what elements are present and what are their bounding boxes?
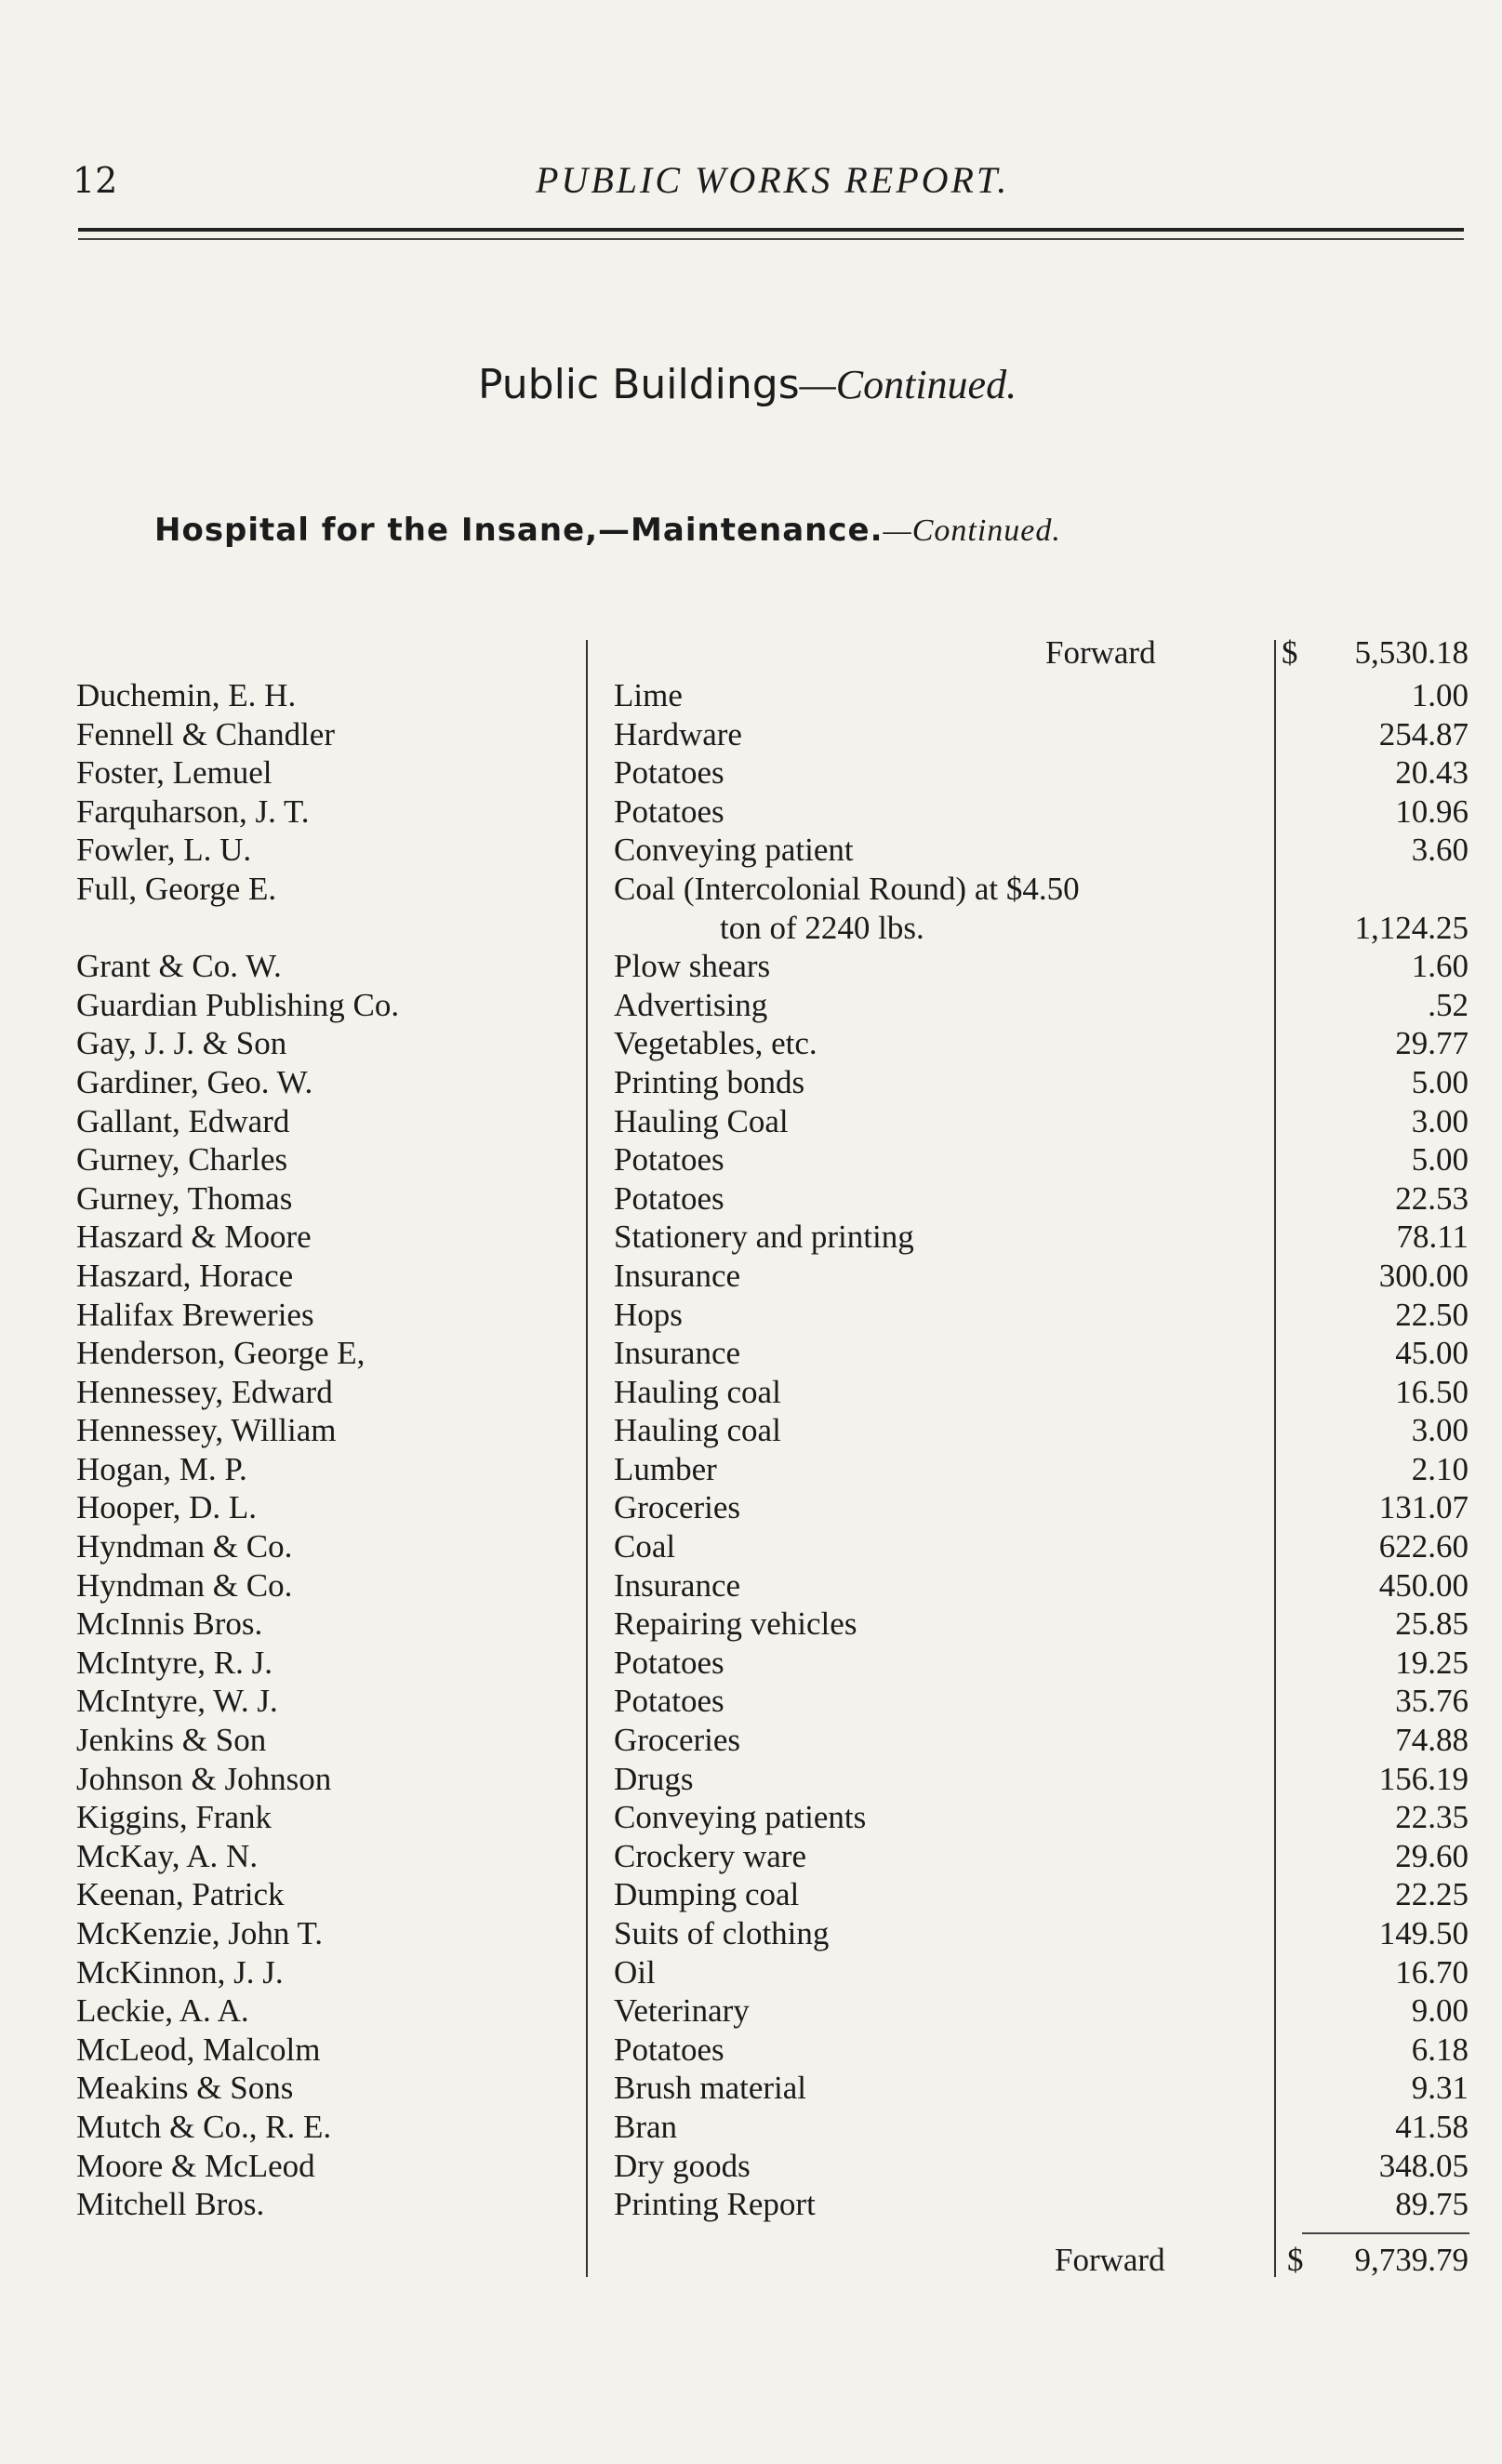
item-description: Oil: [614, 1953, 656, 1991]
payee-name: Meakins & Sons: [76, 2070, 294, 2107]
payee-name: Grant & Co. W.: [76, 948, 282, 985]
amount-value: 254.87: [1378, 715, 1469, 753]
section-title-text: Public Buildings: [478, 361, 800, 408]
payee-name: Haszard & Moore: [76, 1219, 312, 1256]
item-description: Insurance: [614, 1257, 741, 1294]
item-description: Drugs: [614, 1760, 694, 1797]
amount-value: 25.85: [1395, 1605, 1469, 1643]
amount-value: 22.35: [1395, 1799, 1469, 1836]
forward-label-top: Forward: [1045, 634, 1156, 671]
item-column: [614, 676, 1080, 2224]
amount-value: 74.88: [1395, 1722, 1469, 1759]
subsection-title-text: Hospital for the Insane,—Maintenance.: [154, 512, 884, 549]
payee-name: Kiggins, Frank: [76, 1799, 272, 1836]
amount-value: 22.53: [1395, 1179, 1469, 1217]
item-description: Crockery ware: [614, 1837, 806, 1874]
payee-name: Gallant, Edward: [76, 1102, 290, 1139]
amount-value: [1355, 870, 1469, 909]
payee-name: Guardian Publishing Co.: [76, 986, 400, 1023]
payee-name: Johnson & Johnson: [76, 1760, 332, 1797]
amount-value: 1,124.25: [1354, 909, 1469, 946]
amount-value: 19.25: [1395, 1644, 1469, 1681]
amount-value: 1.60: [1411, 948, 1469, 985]
payee-name: Gurney, Charles: [76, 1141, 288, 1179]
item-description: ton of 2240 lbs.: [720, 909, 924, 946]
payee-name: Leckie, A. A.: [76, 1992, 249, 2030]
amount-value: 149.50: [1378, 1915, 1469, 1951]
section-title-continued: —Continued.: [799, 362, 1017, 407]
item-description: Potatoes: [614, 1141, 724, 1179]
payee-name: Jenkins & Son: [76, 1722, 267, 1759]
payee-name: Gay, J. J. & Son: [76, 1025, 287, 1062]
amount-value: 6.18: [1411, 2031, 1469, 2068]
amount-value: 35.76: [1395, 1683, 1469, 1720]
amount-value: 5.00: [1411, 1063, 1469, 1100]
item-description: Coal: [614, 1528, 676, 1565]
payee-name: Hyndman & Co.: [76, 1528, 293, 1565]
payee-name: McKay, A. N.: [76, 1837, 259, 1874]
amount-value: 16.70: [1395, 1953, 1469, 1991]
header-rule: [78, 228, 1464, 232]
amount-value: 45.00: [1395, 1335, 1469, 1372]
payee-name: Hogan, M. P.: [76, 1450, 247, 1487]
payee-name: McLeod, Malcolm: [76, 2031, 321, 2068]
header-rule-thin: [78, 238, 1464, 240]
payee-name: Fowler, L. U.: [76, 832, 252, 869]
amount-value: 41.58: [1395, 2108, 1469, 2145]
item-description: Conveying patient: [614, 832, 854, 869]
payee-name: Duchemin, E. H.: [76, 677, 297, 713]
item-description: Printing bonds: [614, 1063, 805, 1100]
amount-value: 5.00: [1411, 1141, 1469, 1179]
item-description: Hauling coal: [614, 1373, 781, 1410]
amount-value: 3.60: [1411, 832, 1469, 869]
payee-name: Haszard, Horace: [76, 1257, 294, 1294]
payee-column: [76, 676, 399, 2224]
amount-value: .52: [1428, 986, 1469, 1023]
payee-name: Gurney, Thomas: [76, 1179, 293, 1217]
payee-name: McKinnon, J. J.: [76, 1953, 284, 1991]
payee-name: Moore & McLeod: [76, 2147, 315, 2184]
item-description: Hardware: [614, 715, 742, 753]
section-title: [478, 361, 1017, 408]
payee-name: Hennessey, William: [76, 1412, 337, 1449]
amount-value: 450.00: [1378, 1566, 1469, 1604]
forward-currency-bottom: $: [1287, 2242, 1304, 2278]
payee-name: Hennessey, Edward: [76, 1373, 333, 1410]
payee-name: Hooper, D. L.: [76, 1489, 257, 1526]
forward-amount-bottom: 9,739.79: [1354, 2242, 1469, 2278]
payee-name: McKenzie, John T.: [76, 1915, 324, 1951]
amount-value: 1.00: [1411, 677, 1469, 713]
amount-value: 29.77: [1395, 1025, 1469, 1062]
payee-name: McInnis Bros.: [76, 1605, 263, 1643]
subsection-title-continued: —Continued.: [883, 513, 1061, 548]
payee-name: Mitchell Bros.: [76, 2186, 265, 2223]
amount-value: 16.50: [1395, 1373, 1469, 1410]
item-description: Printing Report: [614, 2186, 816, 2223]
payee-name: [76, 909, 399, 948]
amount-value: 348.05: [1378, 2147, 1469, 2184]
amount-value: 29.60: [1395, 1837, 1469, 1874]
item-description: Plow shears: [614, 948, 771, 985]
amount-value: 300.00: [1378, 1257, 1469, 1294]
item-description: Hauling coal: [614, 1412, 781, 1449]
item-description: Veterinary: [614, 1992, 750, 2030]
payee-name: Hyndman & Co.: [76, 1566, 293, 1604]
amount-value: 622.60: [1378, 1528, 1469, 1565]
item-description: Groceries: [614, 1489, 741, 1526]
running-header: PUBLIC WORKS REPORT.: [536, 159, 1010, 201]
item-description: Potatoes: [614, 1179, 724, 1217]
item-description: Potatoes: [614, 754, 724, 792]
total-rule: [1302, 2232, 1469, 2234]
item-description: Potatoes: [614, 1683, 724, 1720]
forward-amount-top: 5,530.18: [1354, 634, 1469, 671]
item-description: Hauling Coal: [614, 1102, 789, 1139]
amount-value: 3.00: [1411, 1412, 1469, 1449]
amount-value: 156.19: [1378, 1760, 1469, 1797]
item-description: Lime: [614, 677, 683, 713]
amount-value: 22.25: [1395, 1876, 1469, 1913]
payee-name: Farquharson, J. T.: [76, 792, 310, 830]
amount-value: 131.07: [1378, 1489, 1469, 1526]
item-description: Advertising: [614, 986, 768, 1023]
payee-name: McIntyre, R. J.: [76, 1644, 272, 1681]
payee-name: Henderson, George E,: [76, 1335, 366, 1372]
item-description: Groceries: [614, 1722, 741, 1759]
amount-column: [1355, 676, 1469, 2224]
forward-currency-top: $: [1282, 634, 1298, 671]
item-description: Vegetables, etc.: [614, 1025, 817, 1062]
payee-name: Halifax Breweries: [76, 1296, 314, 1333]
forward-label-bottom: Forward: [1055, 2242, 1165, 2278]
item-description: Hops: [614, 1296, 683, 1333]
item-description: Bran: [614, 2108, 678, 2145]
item-description: Dumping coal: [614, 1876, 800, 1913]
amount-value: 22.50: [1395, 1296, 1469, 1333]
amount-value: 9.31: [1411, 2070, 1469, 2107]
item-description: Potatoes: [614, 792, 724, 830]
amount-value: 89.75: [1395, 2186, 1469, 2223]
payee-name: Foster, Lemuel: [76, 754, 272, 792]
item-description: Repairing vehicles: [614, 1605, 857, 1643]
amount-value: 2.10: [1411, 1450, 1469, 1487]
item-description: Insurance: [614, 1335, 741, 1372]
item-description: Suits of clothing: [614, 1915, 830, 1951]
item-description: Brush material: [614, 2070, 807, 2107]
item-description: Potatoes: [614, 1644, 724, 1681]
item-description: Lumber: [614, 1450, 717, 1487]
amount-value: 3.00: [1411, 1102, 1469, 1139]
payee-name: Full, George E.: [76, 870, 277, 907]
payee-name: Keenan, Patrick: [76, 1876, 285, 1913]
column-divider-right: [1274, 640, 1276, 2277]
amount-value: 78.11: [1396, 1219, 1469, 1256]
payee-name: McIntyre, W. J.: [76, 1683, 278, 1720]
subsection-title: [154, 512, 1061, 549]
amount-value: 20.43: [1395, 754, 1469, 792]
item-description: Dry goods: [614, 2147, 751, 2184]
payee-name: Mutch & Co., R. E.: [76, 2108, 332, 2145]
amount-value: 9.00: [1411, 1992, 1469, 2030]
item-description: Stationery and printing: [614, 1219, 914, 1256]
item-description: Potatoes: [614, 2031, 724, 2068]
payee-name: Fennell & Chandler: [76, 715, 336, 753]
item-description: Insurance: [614, 1566, 741, 1604]
column-divider-left: [586, 640, 588, 2277]
payee-name: Gardiner, Geo. W.: [76, 1063, 313, 1100]
item-description: Conveying patients: [614, 1799, 867, 1836]
item-description: Coal (Intercolonial Round) at $4.50: [614, 870, 1080, 907]
page-number: 12: [73, 160, 118, 201]
amount-value: 10.96: [1395, 792, 1469, 830]
